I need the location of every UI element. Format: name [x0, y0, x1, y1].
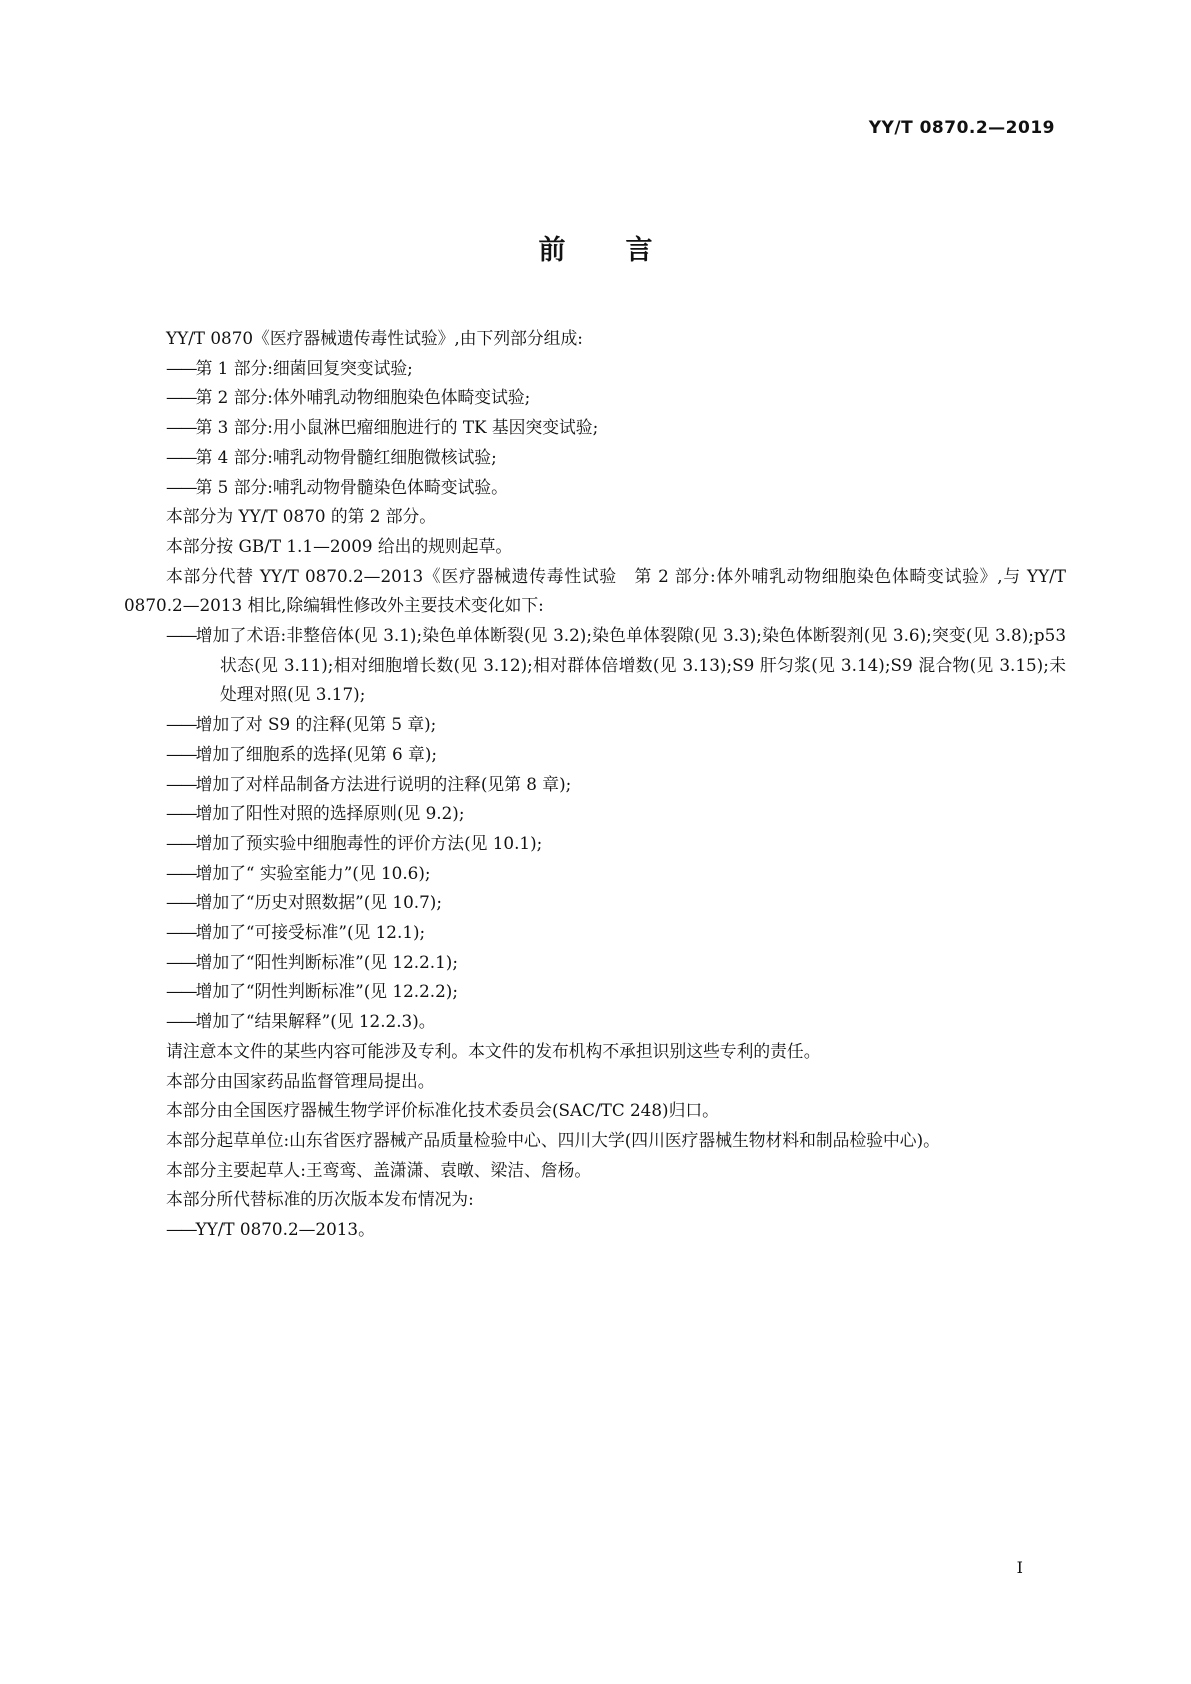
part-list-item: ——第 5 部分:哺乳动物骨髓染色体畸变试验。	[166, 476, 508, 497]
change-list-item: ——增加了“阳性判断标准”(见 12.2.1);	[166, 951, 458, 972]
part-list-item: ——第 2 部分:体外哺乳动物细胞染色体畸变试验;	[166, 387, 531, 408]
change-list-item: ——增加了阳性对照的选择原则(见 9.2);	[166, 803, 465, 824]
drafting-rules: 本部分按 GB/T 1.1—2009 给出的规则起草。	[166, 535, 513, 556]
history-list-item: ——YY/T 0870.2—2013。	[166, 1219, 375, 1240]
drafting-units: 本部分起草单位:山东省医疗器械产品质量检验中心、四川大学(四川医疗器械生物材料和制品检验中心)。	[166, 1129, 940, 1150]
patent-notice: 请注意本文件的某些内容可能涉及专利。本文件的发布机构不承担识别这些专利的责任。	[166, 1040, 821, 1061]
drafters: 本部分主要起草人:王鸾鸾、盖潇潇、袁暾、梁洁、詹杨。	[166, 1159, 592, 1180]
part-statement: 本部分为 YY/T 0870 的第 2 部分。	[166, 506, 437, 527]
change-list-item: ——增加了“ 实验室能力”(见 10.6);	[166, 862, 431, 883]
foreword-body	[124, 324, 1066, 1245]
change-list-item: ——增加了“阴性判断标准”(见 12.2.2);	[166, 981, 458, 1002]
committee-statement: 本部分由全国医疗器械生物学评价标准化技术委员会(SAC/TC 248)归口。	[166, 1100, 719, 1121]
change-list-item: ——增加了“历史对照数据”(见 10.7);	[166, 892, 442, 913]
part-list-item: ——第 3 部分:用小鼠淋巴瘤细胞进行的 TK 基因突变试验;	[166, 417, 599, 438]
intro-paragraph: YY/T 0870《医疗器械遗传毒性试验》,由下列部分组成:	[166, 328, 583, 348]
change-list-item: ——增加了“结果解释”(见 12.2.3)。	[166, 1011, 436, 1032]
page-title: 前言	[538, 235, 713, 266]
change-list-item: ——增加了术语:非整倍体(见 3.1);染色单体断裂(见 3.2);染色单体裂隙(见 3.3);染色体断裂剂(见 3.6);突变(见 3.8);p53 状态(见 3.11);相对细胞增长数(见 3.12);相对群体倍增数(见 3.13);S9 肝匀浆(见 3.14);S9 混合物(见 3.15);未处理对照(见 3.17);	[166, 625, 1066, 705]
change-list-item: ——增加了细胞系的选择(见第 6 章);	[166, 743, 438, 764]
standard-number: YY/T 0870.2—2019	[868, 118, 1055, 138]
part-list-item: ——第 1 部分:细菌回复突变试验;	[166, 357, 413, 378]
change-list-item: ——增加了预实验中细胞毒性的评价方法(见 10.1);	[166, 832, 543, 853]
part-list-item: ——第 4 部分:哺乳动物骨髓红细胞微核试验;	[166, 446, 497, 467]
history-intro: 本部分所代替标准的历次版本发布情况为:	[166, 1189, 474, 1210]
proposer-statement: 本部分由国家药品监督管理局提出。	[166, 1070, 435, 1091]
change-list-item: ——增加了对样品制备方法进行说明的注释(见第 8 章);	[166, 773, 572, 794]
change-list-item: ——增加了对 S9 的注释(见第 5 章);	[166, 714, 437, 735]
change-list-item: ——增加了“可接受标准”(见 12.1);	[166, 922, 426, 943]
page-number: I	[1016, 1558, 1023, 1577]
replacement-statement: 本部分代替 YY/T 0870.2—2013《医疗器械遗传毒性试验 第 2 部分:体外哺乳动物细胞染色体畸变试验》,与 YY/T 0870.2—2013 相比,除编辑性修改外主要技术变化如下:	[124, 565, 1066, 616]
